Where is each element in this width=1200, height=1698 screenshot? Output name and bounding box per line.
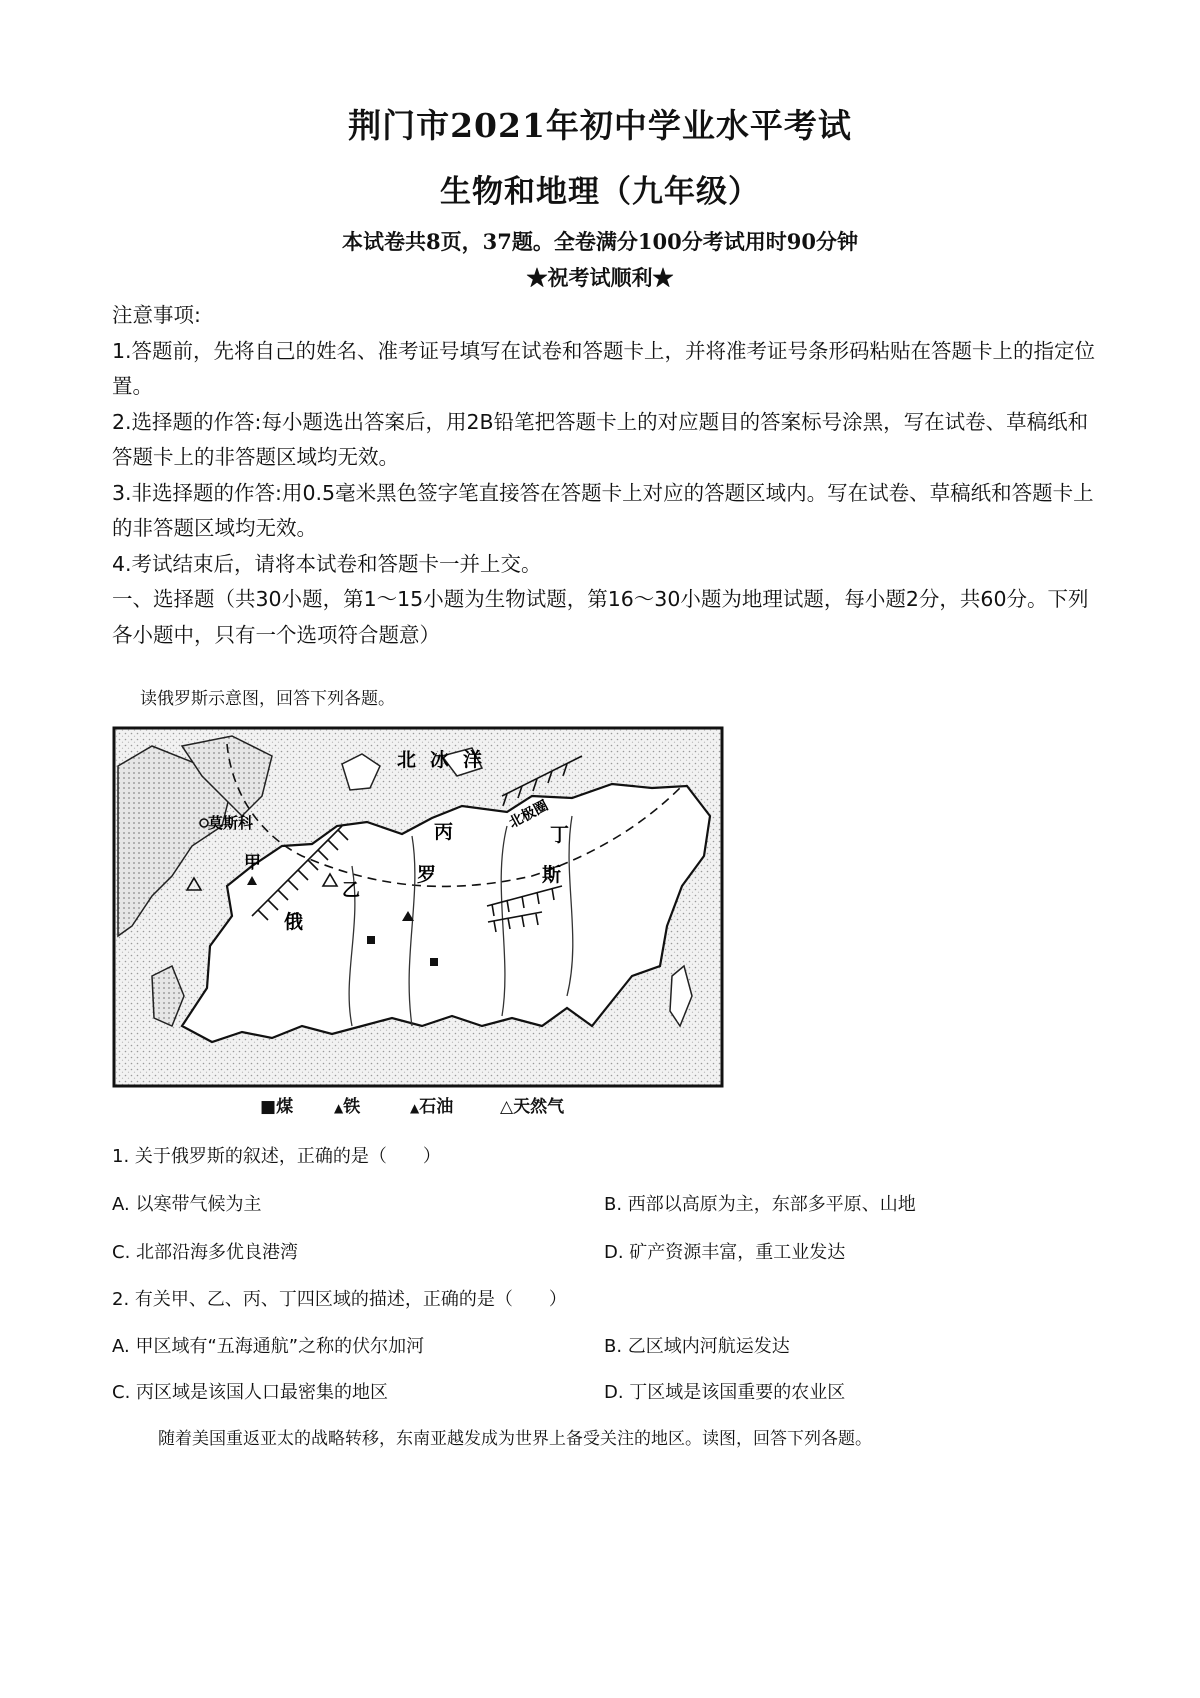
note-item: 3.非选择题的作答:用0.5毫米黑色签字笔直接答在答题卡上对应的答题区域内。写在试卷、草稿纸和答题卡上的非答题区域均无效。 bbox=[112, 480, 1094, 540]
question-2-option-c: C. 丙区域是该国人口最密集的地区 bbox=[112, 1382, 389, 1403]
legend-oil-symbol: ▲ bbox=[410, 1101, 420, 1115]
label-bing: 丙 bbox=[434, 821, 454, 843]
legend-oil-label: 石油 bbox=[419, 1097, 454, 1117]
legend-iron-label: 铁 bbox=[343, 1097, 361, 1117]
exam-info: 本试卷共8页，37题。全卷满分100分考试用时90分钟 bbox=[342, 229, 858, 254]
legend-coal-label: 煤 bbox=[276, 1097, 294, 1117]
question-2-option-b: B. 乙区域内河航运发达 bbox=[604, 1336, 790, 1357]
notes-section bbox=[112, 298, 1102, 653]
legend-coal bbox=[260, 1092, 293, 1117]
note-item: 4.考试结束后，请将本试卷和答题卡一并上交。 bbox=[112, 551, 542, 576]
legend-gas-symbol: △ bbox=[500, 1097, 514, 1117]
question-2-option-d: D. 丁区域是该国重要的农业区 bbox=[604, 1382, 846, 1403]
question-1-stem: 1. 关于俄罗斯的叙述，正确的是（ ） bbox=[112, 1146, 441, 1167]
question-1-option-a: A. 以寒带气候为主 bbox=[112, 1194, 262, 1215]
note-item: 2.选择题的作答:每小题选出答案后，用2B铅笔把答题卡上的对应题目的答案标号涂黑，写在试卷、草稿纸和答题卡上的非答题区域均无效。 bbox=[112, 409, 1089, 469]
label-ding: 丁 bbox=[550, 824, 570, 846]
coal-symbol bbox=[367, 936, 375, 944]
legend-gas-label: 天然气 bbox=[513, 1097, 565, 1117]
label-luo: 罗 bbox=[417, 864, 437, 886]
map-intro: 读俄罗斯示意图，回答下列各题。 bbox=[140, 689, 395, 709]
legend-gas bbox=[500, 1092, 564, 1117]
exam-subtitle: 生物和地理（九年级） bbox=[440, 174, 760, 210]
legend-iron-symbol: ▲ bbox=[334, 1101, 344, 1115]
next-section-intro: 随着美国重返亚太的战略转移，东南亚越发成为世界上备受关注的地区。读图，回答下列各题。 bbox=[158, 1429, 872, 1449]
legend-iron bbox=[334, 1092, 360, 1117]
exam-wish: ★祝考试顺利★ bbox=[526, 265, 674, 290]
russia-map bbox=[112, 726, 724, 1088]
exam-title: 荆门市2021年初中学业水平考试 bbox=[348, 106, 852, 145]
label-jia: 甲 bbox=[244, 853, 261, 873]
coal-symbol bbox=[430, 958, 438, 966]
question-2-stem: 2. 有关甲、乙、丙、丁四区域的描述，正确的是（ ） bbox=[112, 1289, 567, 1310]
label-arctic-ocean: 北冰洋 bbox=[397, 749, 497, 771]
question-1-option-b: B. 西部以高原为主，东部多平原、山地 bbox=[604, 1194, 916, 1215]
note-item: 1.答题前，先将自己的姓名、准考证号填写在试卷和答题卡上，并将准考证号条形码粘贴在答题卡上的指定位置。 bbox=[112, 338, 1096, 398]
label-e: 俄 bbox=[284, 911, 304, 933]
question-1-option-c: C. 北部沿海多优良港湾 bbox=[112, 1242, 299, 1263]
section-heading: 一、选择题（共30小题，第1～15小题为生物试题，第16～30小题为地理试题，每小题2分，共60分。下列各小题中，只有一个选项符合题意） bbox=[112, 587, 1089, 647]
question-2-option-a: A. 甲区域有“五海通航”之称的伏尔加河 bbox=[112, 1336, 425, 1357]
russia-map-svg bbox=[112, 726, 724, 1088]
question-1-option-d: D. 矿产资源丰富，重工业发达 bbox=[604, 1242, 846, 1263]
label-yi: 乙 bbox=[342, 880, 360, 901]
label-arctic-circle: 北极圈 bbox=[506, 797, 551, 832]
map-legend bbox=[260, 1092, 680, 1118]
notes-heading: 注意事项: bbox=[112, 303, 201, 327]
legend-oil bbox=[410, 1092, 453, 1117]
label-moscow: 莫斯科 bbox=[208, 814, 254, 832]
label-si: 斯 bbox=[542, 864, 562, 886]
legend-coal-symbol: ■ bbox=[260, 1097, 277, 1117]
